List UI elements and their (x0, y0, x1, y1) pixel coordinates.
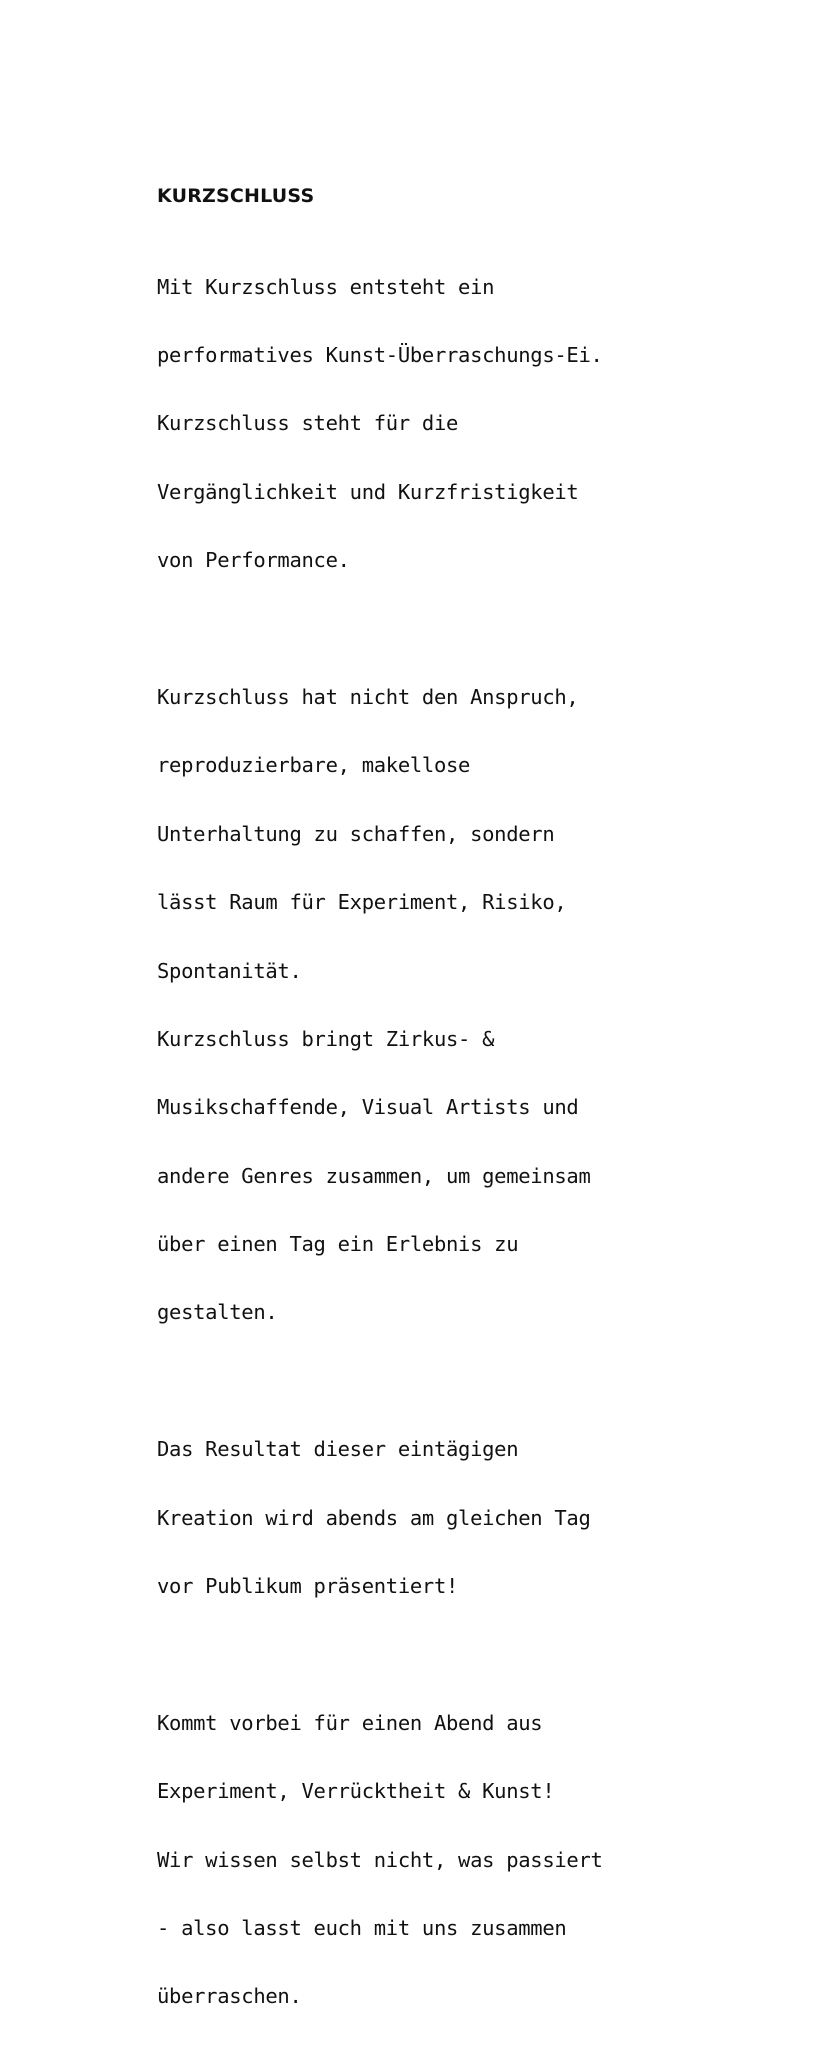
paragraph-invitation (157, 1666, 717, 2048)
text-line: Mit Kurzschluss entsteht ein (157, 274, 495, 299)
text-line: reproduzierbare, makellose (157, 753, 471, 778)
text-line: andere Genres zusammen, um gemeinsam (157, 1163, 591, 1188)
text-line: Das Resultat dieser eintägigen (157, 1437, 519, 1462)
text-line: Musikschaffende, Visual Artists und (157, 1095, 579, 1120)
text-line: lässt Raum für Experiment, Risiko, (157, 890, 567, 915)
paragraph-intro (157, 230, 717, 618)
document-page (157, 180, 717, 2048)
text-line: Kreation wird abends am gleichen Tag (157, 1505, 591, 1530)
paragraph-result (157, 1393, 717, 1644)
text-line: überraschen. (157, 1984, 302, 2009)
text-line: Kurzschluss hat nicht den Anspruch, (157, 684, 579, 709)
text-line: vor Publikum präsentiert! (157, 1574, 459, 1599)
text-line: Kurzschluss bringt Zirkus- & (157, 1026, 495, 1051)
text-line: gestalten. (157, 1300, 278, 1325)
paragraph-concept (157, 640, 717, 1370)
text-line: Wir wissen selbst nicht, was passiert (157, 1847, 603, 1872)
text-line: Experiment, Verrücktheit & Kunst! (157, 1779, 555, 1804)
text-line: von Performance. (157, 548, 350, 573)
text-line: - also lasst euch mit uns zusammen (157, 1915, 567, 1940)
text-line: Unterhaltung zu schaffen, sondern (157, 821, 555, 846)
text-line: Spontanität. (157, 958, 302, 983)
text-line: performatives Kunst-Überraschungs-Ei. (157, 342, 603, 367)
document-title: KURZSCHLUSS (157, 185, 315, 207)
text-line: Kurzschluss steht für die (157, 411, 459, 436)
text-line: über einen Tag ein Erlebnis zu (157, 1232, 519, 1257)
text-line: Kommt vorbei für einen Abend aus (157, 1710, 543, 1735)
text-line: Vergänglichkeit und Kurzfristigkeit (157, 479, 579, 504)
